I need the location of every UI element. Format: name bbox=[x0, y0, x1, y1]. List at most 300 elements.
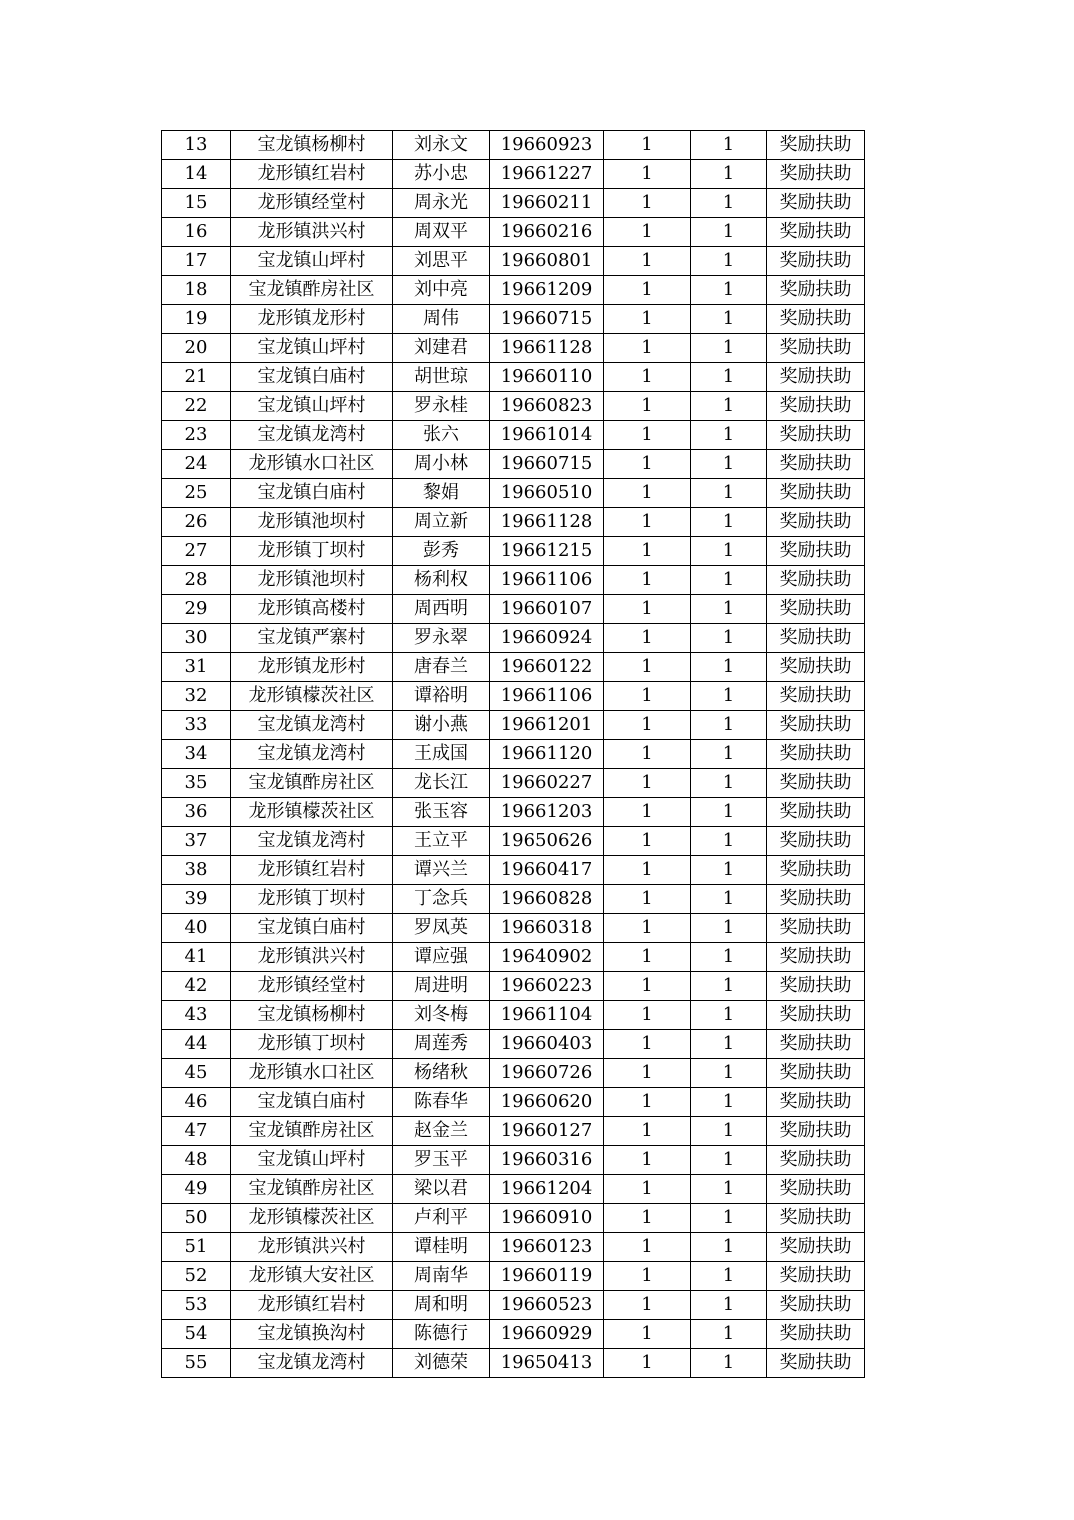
birth-date-cell: 19660216 bbox=[490, 218, 604, 247]
row-number-cell: 23 bbox=[162, 421, 231, 450]
person-name-cell: 罗永桂 bbox=[393, 392, 490, 421]
count-b-cell: 1 bbox=[691, 566, 767, 595]
row-number-cell: 19 bbox=[162, 305, 231, 334]
count-b-cell: 1 bbox=[691, 798, 767, 827]
count-a-cell: 1 bbox=[604, 479, 691, 508]
birth-date-cell: 19660929 bbox=[490, 1320, 604, 1349]
village-cell: 宝龙镇酢房社区 bbox=[231, 1175, 393, 1204]
table-row bbox=[162, 1030, 865, 1059]
village-cell: 龙形镇丁坝村 bbox=[231, 1030, 393, 1059]
table-row bbox=[162, 131, 865, 160]
table-row bbox=[162, 1059, 865, 1088]
table-row bbox=[162, 1320, 865, 1349]
count-a-cell: 1 bbox=[604, 450, 691, 479]
person-name-cell: 陈德行 bbox=[393, 1320, 490, 1349]
support-type-cell: 奖励扶助 bbox=[767, 653, 865, 682]
table-row bbox=[162, 1175, 865, 1204]
count-b-cell: 1 bbox=[691, 508, 767, 537]
count-b-cell: 1 bbox=[691, 160, 767, 189]
person-name-cell: 周西明 bbox=[393, 595, 490, 624]
birth-date-cell: 19660801 bbox=[490, 247, 604, 276]
table-row bbox=[162, 508, 865, 537]
birth-date-cell: 19660823 bbox=[490, 392, 604, 421]
table-row bbox=[162, 421, 865, 450]
count-a-cell: 1 bbox=[604, 856, 691, 885]
support-type-cell: 奖励扶助 bbox=[767, 1146, 865, 1175]
person-name-cell: 周双平 bbox=[393, 218, 490, 247]
table-row bbox=[162, 450, 865, 479]
birth-date-cell: 19660510 bbox=[490, 479, 604, 508]
person-name-cell: 谭兴兰 bbox=[393, 856, 490, 885]
count-a-cell: 1 bbox=[604, 798, 691, 827]
count-a-cell: 1 bbox=[604, 1117, 691, 1146]
table-row bbox=[162, 653, 865, 682]
birth-date-cell: 19660123 bbox=[490, 1233, 604, 1262]
count-a-cell: 1 bbox=[604, 1291, 691, 1320]
birth-date-cell: 19661104 bbox=[490, 1001, 604, 1030]
count-b-cell: 1 bbox=[691, 537, 767, 566]
support-type-cell: 奖励扶助 bbox=[767, 276, 865, 305]
support-type-cell: 奖励扶助 bbox=[767, 1204, 865, 1233]
support-type-cell: 奖励扶助 bbox=[767, 914, 865, 943]
row-number-cell: 44 bbox=[162, 1030, 231, 1059]
table-row bbox=[162, 1204, 865, 1233]
row-number-cell: 40 bbox=[162, 914, 231, 943]
village-cell: 宝龙镇白庙村 bbox=[231, 363, 393, 392]
birth-date-cell: 19661227 bbox=[490, 160, 604, 189]
row-number-cell: 48 bbox=[162, 1146, 231, 1175]
count-b-cell: 1 bbox=[691, 595, 767, 624]
count-b-cell: 1 bbox=[691, 1030, 767, 1059]
count-b-cell: 1 bbox=[691, 740, 767, 769]
count-a-cell: 1 bbox=[604, 1233, 691, 1262]
table-row bbox=[162, 160, 865, 189]
support-type-cell: 奖励扶助 bbox=[767, 508, 865, 537]
support-type-cell: 奖励扶助 bbox=[767, 160, 865, 189]
table-row bbox=[162, 305, 865, 334]
person-name-cell: 罗凤英 bbox=[393, 914, 490, 943]
table-row bbox=[162, 1291, 865, 1320]
support-type-cell: 奖励扶助 bbox=[767, 682, 865, 711]
table-row bbox=[162, 624, 865, 653]
row-number-cell: 38 bbox=[162, 856, 231, 885]
count-a-cell: 1 bbox=[604, 827, 691, 856]
support-type-cell: 奖励扶助 bbox=[767, 885, 865, 914]
person-name-cell: 周莲秀 bbox=[393, 1030, 490, 1059]
count-a-cell: 1 bbox=[604, 740, 691, 769]
count-a-cell: 1 bbox=[604, 218, 691, 247]
count-a-cell: 1 bbox=[604, 334, 691, 363]
table-row bbox=[162, 392, 865, 421]
count-a-cell: 1 bbox=[604, 276, 691, 305]
count-b-cell: 1 bbox=[691, 131, 767, 160]
row-number-cell: 18 bbox=[162, 276, 231, 305]
support-type-cell: 奖励扶助 bbox=[767, 1320, 865, 1349]
count-a-cell: 1 bbox=[604, 1001, 691, 1030]
roster-table bbox=[161, 130, 865, 1378]
support-type-cell: 奖励扶助 bbox=[767, 1175, 865, 1204]
row-number-cell: 31 bbox=[162, 653, 231, 682]
village-cell: 龙形镇丁坝村 bbox=[231, 885, 393, 914]
table-row bbox=[162, 1233, 865, 1262]
count-b-cell: 1 bbox=[691, 450, 767, 479]
birth-date-cell: 19661128 bbox=[490, 508, 604, 537]
table-row bbox=[162, 1001, 865, 1030]
support-type-cell: 奖励扶助 bbox=[767, 131, 865, 160]
birth-date-cell: 19660211 bbox=[490, 189, 604, 218]
count-a-cell: 1 bbox=[604, 247, 691, 276]
village-cell: 龙形镇高楼村 bbox=[231, 595, 393, 624]
village-cell: 龙形镇龙形村 bbox=[231, 305, 393, 334]
village-cell: 宝龙镇杨柳村 bbox=[231, 1001, 393, 1030]
birth-date-cell: 19661106 bbox=[490, 682, 604, 711]
count-a-cell: 1 bbox=[604, 1320, 691, 1349]
row-number-cell: 37 bbox=[162, 827, 231, 856]
village-cell: 宝龙镇酢房社区 bbox=[231, 769, 393, 798]
table-row bbox=[162, 972, 865, 1001]
row-number-cell: 49 bbox=[162, 1175, 231, 1204]
birth-date-cell: 19661014 bbox=[490, 421, 604, 450]
support-type-cell: 奖励扶助 bbox=[767, 1291, 865, 1320]
row-number-cell: 35 bbox=[162, 769, 231, 798]
birth-date-cell: 19661128 bbox=[490, 334, 604, 363]
count-a-cell: 1 bbox=[604, 131, 691, 160]
roster-body bbox=[162, 131, 865, 1378]
table-row bbox=[162, 595, 865, 624]
support-type-cell: 奖励扶助 bbox=[767, 740, 865, 769]
row-number-cell: 39 bbox=[162, 885, 231, 914]
village-cell: 龙形镇经堂村 bbox=[231, 972, 393, 1001]
table-row bbox=[162, 1146, 865, 1175]
birth-date-cell: 19660316 bbox=[490, 1146, 604, 1175]
table-row bbox=[162, 1349, 865, 1378]
support-type-cell: 奖励扶助 bbox=[767, 421, 865, 450]
support-type-cell: 奖励扶助 bbox=[767, 363, 865, 392]
village-cell: 宝龙镇龙湾村 bbox=[231, 1349, 393, 1378]
count-a-cell: 1 bbox=[604, 943, 691, 972]
person-name-cell: 刘中亮 bbox=[393, 276, 490, 305]
support-type-cell: 奖励扶助 bbox=[767, 1117, 865, 1146]
person-name-cell: 陈春华 bbox=[393, 1088, 490, 1117]
support-type-cell: 奖励扶助 bbox=[767, 827, 865, 856]
count-b-cell: 1 bbox=[691, 1146, 767, 1175]
village-cell: 龙形镇檬茨社区 bbox=[231, 1204, 393, 1233]
village-cell: 宝龙镇龙湾村 bbox=[231, 827, 393, 856]
person-name-cell: 刘德荣 bbox=[393, 1349, 490, 1378]
person-name-cell: 黎娟 bbox=[393, 479, 490, 508]
count-b-cell: 1 bbox=[691, 1262, 767, 1291]
support-type-cell: 奖励扶助 bbox=[767, 189, 865, 218]
count-a-cell: 1 bbox=[604, 1146, 691, 1175]
person-name-cell: 王立平 bbox=[393, 827, 490, 856]
support-type-cell: 奖励扶助 bbox=[767, 334, 865, 363]
birth-date-cell: 19661215 bbox=[490, 537, 604, 566]
count-a-cell: 1 bbox=[604, 392, 691, 421]
row-number-cell: 27 bbox=[162, 537, 231, 566]
birth-date-cell: 19660417 bbox=[490, 856, 604, 885]
table-row bbox=[162, 334, 865, 363]
village-cell: 宝龙镇山坪村 bbox=[231, 1146, 393, 1175]
count-b-cell: 1 bbox=[691, 943, 767, 972]
count-a-cell: 1 bbox=[604, 595, 691, 624]
birth-date-cell: 19660910 bbox=[490, 1204, 604, 1233]
birth-date-cell: 19660110 bbox=[490, 363, 604, 392]
support-type-cell: 奖励扶助 bbox=[767, 769, 865, 798]
count-b-cell: 1 bbox=[691, 189, 767, 218]
row-number-cell: 26 bbox=[162, 508, 231, 537]
count-a-cell: 1 bbox=[604, 363, 691, 392]
person-name-cell: 刘思平 bbox=[393, 247, 490, 276]
person-name-cell: 谭应强 bbox=[393, 943, 490, 972]
village-cell: 宝龙镇酢房社区 bbox=[231, 276, 393, 305]
person-name-cell: 谭裕明 bbox=[393, 682, 490, 711]
support-type-cell: 奖励扶助 bbox=[767, 972, 865, 1001]
row-number-cell: 24 bbox=[162, 450, 231, 479]
row-number-cell: 36 bbox=[162, 798, 231, 827]
table-row bbox=[162, 479, 865, 508]
count-a-cell: 1 bbox=[604, 508, 691, 537]
village-cell: 宝龙镇山坪村 bbox=[231, 334, 393, 363]
village-cell: 宝龙镇白庙村 bbox=[231, 1088, 393, 1117]
count-b-cell: 1 bbox=[691, 218, 767, 247]
village-cell: 龙形镇红岩村 bbox=[231, 1291, 393, 1320]
count-a-cell: 1 bbox=[604, 1349, 691, 1378]
person-name-cell: 彭秀 bbox=[393, 537, 490, 566]
row-number-cell: 25 bbox=[162, 479, 231, 508]
birth-date-cell: 19660318 bbox=[490, 914, 604, 943]
row-number-cell: 17 bbox=[162, 247, 231, 276]
table-row bbox=[162, 363, 865, 392]
birth-date-cell: 19660715 bbox=[490, 450, 604, 479]
birth-date-cell: 19661201 bbox=[490, 711, 604, 740]
person-name-cell: 周永光 bbox=[393, 189, 490, 218]
count-a-cell: 1 bbox=[604, 537, 691, 566]
village-cell: 宝龙镇龙湾村 bbox=[231, 421, 393, 450]
village-cell: 龙形镇大安社区 bbox=[231, 1262, 393, 1291]
birth-date-cell: 19650626 bbox=[490, 827, 604, 856]
row-number-cell: 14 bbox=[162, 160, 231, 189]
support-type-cell: 奖励扶助 bbox=[767, 1349, 865, 1378]
table-row bbox=[162, 276, 865, 305]
village-cell: 龙形镇檬茨社区 bbox=[231, 682, 393, 711]
support-type-cell: 奖励扶助 bbox=[767, 624, 865, 653]
person-name-cell: 苏小忠 bbox=[393, 160, 490, 189]
count-a-cell: 1 bbox=[604, 624, 691, 653]
table-row bbox=[162, 798, 865, 827]
count-a-cell: 1 bbox=[604, 711, 691, 740]
birth-date-cell: 19660726 bbox=[490, 1059, 604, 1088]
count-b-cell: 1 bbox=[691, 1320, 767, 1349]
person-name-cell: 周进明 bbox=[393, 972, 490, 1001]
birth-date-cell: 19660127 bbox=[490, 1117, 604, 1146]
person-name-cell: 刘冬梅 bbox=[393, 1001, 490, 1030]
count-b-cell: 1 bbox=[691, 1349, 767, 1378]
village-cell: 宝龙镇酢房社区 bbox=[231, 1117, 393, 1146]
table-row bbox=[162, 218, 865, 247]
person-name-cell: 谢小燕 bbox=[393, 711, 490, 740]
birth-date-cell: 19660923 bbox=[490, 131, 604, 160]
count-b-cell: 1 bbox=[691, 769, 767, 798]
table-row bbox=[162, 943, 865, 972]
birth-date-cell: 19660715 bbox=[490, 305, 604, 334]
row-number-cell: 15 bbox=[162, 189, 231, 218]
count-b-cell: 1 bbox=[691, 1175, 767, 1204]
person-name-cell: 刘永文 bbox=[393, 131, 490, 160]
village-cell: 宝龙镇杨柳村 bbox=[231, 131, 393, 160]
village-cell: 宝龙镇山坪村 bbox=[231, 247, 393, 276]
support-type-cell: 奖励扶助 bbox=[767, 798, 865, 827]
count-a-cell: 1 bbox=[604, 682, 691, 711]
count-b-cell: 1 bbox=[691, 305, 767, 334]
support-type-cell: 奖励扶助 bbox=[767, 856, 865, 885]
birth-date-cell: 19661120 bbox=[490, 740, 604, 769]
birth-date-cell: 19660828 bbox=[490, 885, 604, 914]
village-cell: 龙形镇经堂村 bbox=[231, 189, 393, 218]
count-b-cell: 1 bbox=[691, 1233, 767, 1262]
person-name-cell: 胡世琼 bbox=[393, 363, 490, 392]
table-row bbox=[162, 914, 865, 943]
table-row bbox=[162, 247, 865, 276]
table-row bbox=[162, 827, 865, 856]
row-number-cell: 34 bbox=[162, 740, 231, 769]
birth-date-cell: 19660227 bbox=[490, 769, 604, 798]
count-b-cell: 1 bbox=[691, 479, 767, 508]
birth-date-cell: 19661203 bbox=[490, 798, 604, 827]
birth-date-cell: 19660107 bbox=[490, 595, 604, 624]
support-type-cell: 奖励扶助 bbox=[767, 479, 865, 508]
count-b-cell: 1 bbox=[691, 885, 767, 914]
table-row bbox=[162, 740, 865, 769]
birth-date-cell: 19660119 bbox=[490, 1262, 604, 1291]
row-number-cell: 29 bbox=[162, 595, 231, 624]
count-a-cell: 1 bbox=[604, 1175, 691, 1204]
row-number-cell: 16 bbox=[162, 218, 231, 247]
person-name-cell: 周伟 bbox=[393, 305, 490, 334]
support-type-cell: 奖励扶助 bbox=[767, 537, 865, 566]
support-type-cell: 奖励扶助 bbox=[767, 392, 865, 421]
count-a-cell: 1 bbox=[604, 914, 691, 943]
row-number-cell: 21 bbox=[162, 363, 231, 392]
count-b-cell: 1 bbox=[691, 1088, 767, 1117]
row-number-cell: 22 bbox=[162, 392, 231, 421]
count-b-cell: 1 bbox=[691, 972, 767, 1001]
count-a-cell: 1 bbox=[604, 1030, 691, 1059]
count-b-cell: 1 bbox=[691, 1291, 767, 1320]
village-cell: 宝龙镇严寨村 bbox=[231, 624, 393, 653]
table-row bbox=[162, 537, 865, 566]
row-number-cell: 45 bbox=[162, 1059, 231, 1088]
count-b-cell: 1 bbox=[691, 1117, 767, 1146]
count-b-cell: 1 bbox=[691, 421, 767, 450]
support-type-cell: 奖励扶助 bbox=[767, 595, 865, 624]
person-name-cell: 周南华 bbox=[393, 1262, 490, 1291]
village-cell: 宝龙镇山坪村 bbox=[231, 392, 393, 421]
birth-date-cell: 19650413 bbox=[490, 1349, 604, 1378]
row-number-cell: 32 bbox=[162, 682, 231, 711]
support-type-cell: 奖励扶助 bbox=[767, 1059, 865, 1088]
table-row bbox=[162, 856, 865, 885]
count-b-cell: 1 bbox=[691, 624, 767, 653]
count-a-cell: 1 bbox=[604, 566, 691, 595]
count-b-cell: 1 bbox=[691, 334, 767, 363]
birth-date-cell: 19660403 bbox=[490, 1030, 604, 1059]
table-row bbox=[162, 885, 865, 914]
count-b-cell: 1 bbox=[691, 247, 767, 276]
support-type-cell: 奖励扶助 bbox=[767, 1088, 865, 1117]
birth-date-cell: 19660620 bbox=[490, 1088, 604, 1117]
row-number-cell: 54 bbox=[162, 1320, 231, 1349]
person-name-cell: 周立新 bbox=[393, 508, 490, 537]
village-cell: 龙形镇红岩村 bbox=[231, 160, 393, 189]
person-name-cell: 罗永翠 bbox=[393, 624, 490, 653]
village-cell: 龙形镇檬茨社区 bbox=[231, 798, 393, 827]
row-number-cell: 30 bbox=[162, 624, 231, 653]
count-a-cell: 1 bbox=[604, 305, 691, 334]
person-name-cell: 罗玉平 bbox=[393, 1146, 490, 1175]
table-row bbox=[162, 1117, 865, 1146]
count-b-cell: 1 bbox=[691, 653, 767, 682]
count-a-cell: 1 bbox=[604, 189, 691, 218]
row-number-cell: 13 bbox=[162, 131, 231, 160]
count-a-cell: 1 bbox=[604, 1262, 691, 1291]
person-name-cell: 刘建君 bbox=[393, 334, 490, 363]
person-name-cell: 梁以君 bbox=[393, 1175, 490, 1204]
birth-date-cell: 19660122 bbox=[490, 653, 604, 682]
count-a-cell: 1 bbox=[604, 972, 691, 1001]
person-name-cell: 唐春兰 bbox=[393, 653, 490, 682]
count-a-cell: 1 bbox=[604, 160, 691, 189]
row-number-cell: 51 bbox=[162, 1233, 231, 1262]
count-b-cell: 1 bbox=[691, 363, 767, 392]
village-cell: 龙形镇池坝村 bbox=[231, 566, 393, 595]
person-name-cell: 龙长江 bbox=[393, 769, 490, 798]
village-cell: 宝龙镇白庙村 bbox=[231, 479, 393, 508]
village-cell: 龙形镇水口社区 bbox=[231, 1059, 393, 1088]
support-type-cell: 奖励扶助 bbox=[767, 247, 865, 276]
row-number-cell: 55 bbox=[162, 1349, 231, 1378]
count-b-cell: 1 bbox=[691, 914, 767, 943]
count-b-cell: 1 bbox=[691, 682, 767, 711]
row-number-cell: 52 bbox=[162, 1262, 231, 1291]
count-a-cell: 1 bbox=[604, 1204, 691, 1233]
count-b-cell: 1 bbox=[691, 1059, 767, 1088]
village-cell: 龙形镇水口社区 bbox=[231, 450, 393, 479]
birth-date-cell: 19661209 bbox=[490, 276, 604, 305]
village-cell: 龙形镇池坝村 bbox=[231, 508, 393, 537]
village-cell: 龙形镇龙形村 bbox=[231, 653, 393, 682]
birth-date-cell: 19660223 bbox=[490, 972, 604, 1001]
person-name-cell: 张六 bbox=[393, 421, 490, 450]
village-cell: 龙形镇红岩村 bbox=[231, 856, 393, 885]
row-number-cell: 20 bbox=[162, 334, 231, 363]
table-row bbox=[162, 682, 865, 711]
row-number-cell: 43 bbox=[162, 1001, 231, 1030]
village-cell: 宝龙镇白庙村 bbox=[231, 914, 393, 943]
support-type-cell: 奖励扶助 bbox=[767, 711, 865, 740]
village-cell: 宝龙镇龙湾村 bbox=[231, 711, 393, 740]
table-row bbox=[162, 711, 865, 740]
birth-date-cell: 19660924 bbox=[490, 624, 604, 653]
person-name-cell: 周和明 bbox=[393, 1291, 490, 1320]
village-cell: 龙形镇洪兴村 bbox=[231, 218, 393, 247]
table-row bbox=[162, 189, 865, 218]
count-a-cell: 1 bbox=[604, 885, 691, 914]
row-number-cell: 46 bbox=[162, 1088, 231, 1117]
count-a-cell: 1 bbox=[604, 1059, 691, 1088]
birth-date-cell: 19661106 bbox=[490, 566, 604, 595]
table-row bbox=[162, 1262, 865, 1291]
row-number-cell: 47 bbox=[162, 1117, 231, 1146]
